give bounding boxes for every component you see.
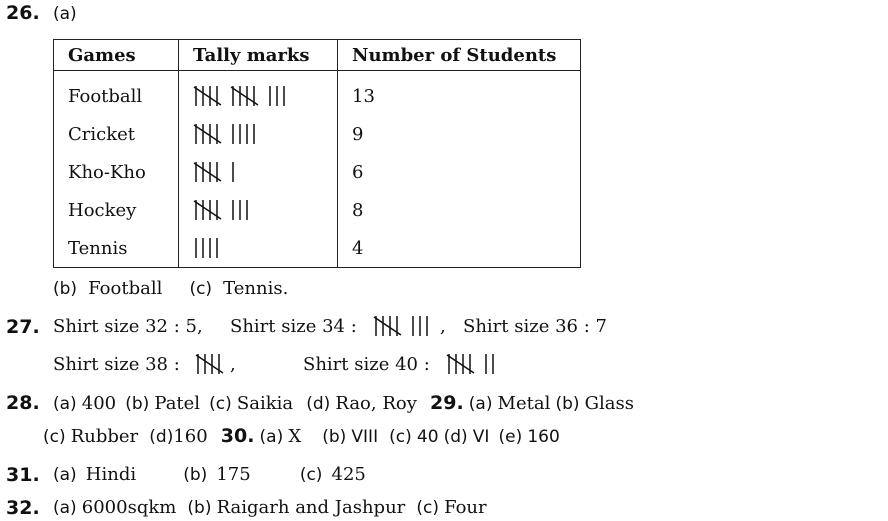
table-row [54, 191, 581, 229]
tally-marks [193, 235, 318, 261]
part-label: (a) [53, 4, 77, 24]
answer-line-29-30 [43, 425, 560, 447]
part-label: (a) [468, 394, 493, 414]
answer-line-26bc [53, 278, 288, 299]
question-number: 29. [430, 392, 464, 414]
question-number: 28. [6, 392, 40, 414]
answer-line-32 [53, 497, 487, 518]
column-header-students: Number of Students [338, 40, 581, 71]
table-row [54, 153, 581, 191]
part-label: (c) [43, 427, 66, 447]
question-number: 27. [6, 316, 40, 338]
part-label: (a) [53, 394, 77, 414]
comma: , [230, 354, 236, 375]
game-cell: Football [54, 71, 179, 116]
part-label: (a) [53, 498, 77, 518]
answer-c: Saikia [236, 393, 294, 414]
column-header-tally: Tally marks [179, 40, 338, 71]
part-label: (c) [416, 498, 439, 518]
count-cell: 9 [338, 115, 581, 153]
game-cell: Hockey [54, 191, 179, 229]
answer-c: 40 [416, 427, 439, 447]
question-number: 26. [6, 2, 40, 24]
shirt-size-38: Shirt size 38 : [53, 354, 180, 375]
tally-table [53, 39, 581, 268]
shirt-size-34: Shirt size 34 : [230, 316, 357, 337]
answer-line-28 [53, 392, 634, 414]
comma: , [440, 316, 446, 337]
answer-b: 175 [216, 464, 251, 485]
answer-b: Glass [584, 393, 634, 414]
answer-d: 160 [173, 426, 208, 447]
tally-marks [193, 121, 318, 147]
tally-marks [193, 159, 318, 185]
answer-d: VI [472, 427, 490, 447]
game-cell: Kho-Kho [54, 153, 179, 191]
answer-e: 160 [527, 427, 560, 447]
count-cell: 13 [338, 71, 581, 116]
tally-cell [179, 71, 338, 116]
shirt-size-36: Shirt size 36 : 7 [463, 316, 607, 337]
answer-a: Metal [497, 393, 551, 414]
tally-marks [193, 197, 318, 223]
tally-marks [195, 351, 233, 377]
answer-c: Four [444, 497, 487, 518]
answer-a: 400 [81, 393, 117, 414]
part-label: (b) [183, 465, 208, 485]
part-label: (b) [187, 498, 212, 518]
answer-c: Rubber [70, 426, 139, 447]
shirt-size-40: Shirt size 40 : [303, 354, 430, 375]
part-label: (c) [189, 279, 213, 299]
answer-a: 6000sqkm [81, 497, 177, 518]
part-label: (d) [443, 427, 468, 447]
part-label: (c) [209, 394, 232, 414]
game-cell: Tennis [54, 229, 179, 268]
column-header-games: Games [54, 40, 179, 71]
part-label: (d) [149, 427, 174, 447]
answer-c: Tennis. [223, 278, 289, 299]
count-cell: 6 [338, 153, 581, 191]
part-label: (a) [259, 427, 284, 447]
answer-b: VIII [351, 427, 379, 447]
part-label: (c) [299, 465, 323, 485]
count-cell: 4 [338, 229, 581, 268]
answer-b: Patel [154, 393, 201, 414]
answer-c: 425 [331, 464, 366, 485]
count-cell: 8 [338, 191, 581, 229]
answer-b: Raigarh and Jashpur [216, 497, 406, 518]
tally-cell [179, 115, 338, 153]
tally-marks [193, 83, 318, 109]
tally-cell [179, 191, 338, 229]
part-label: (b) [322, 427, 347, 447]
answer-a: X [288, 426, 302, 447]
table-row [54, 229, 581, 268]
shirt-size-32: Shirt size 32 : 5, [53, 316, 203, 337]
part-label: (b) [53, 279, 78, 299]
tally-marks [373, 313, 443, 339]
question-number: 30. [220, 425, 255, 447]
answer-line-31 [53, 464, 366, 485]
question-number: 31. [6, 464, 40, 486]
part-label: (b) [125, 394, 150, 414]
part-label: (d) [306, 394, 331, 414]
tally-cell [179, 153, 338, 191]
part-label: (c) [389, 427, 412, 447]
answer-b: Football [88, 278, 163, 299]
tally-cell [179, 229, 338, 268]
table-row [54, 71, 581, 116]
answer-d: Rao, Roy [335, 393, 417, 414]
question-number: 32. [6, 497, 40, 519]
answer-a: Hindi [85, 464, 137, 485]
part-label: (b) [555, 394, 580, 414]
game-cell: Cricket [54, 115, 179, 153]
tally-marks [446, 351, 506, 377]
table-row [54, 115, 581, 153]
part-label: (e) [498, 427, 523, 447]
part-label: (a) [53, 465, 77, 485]
